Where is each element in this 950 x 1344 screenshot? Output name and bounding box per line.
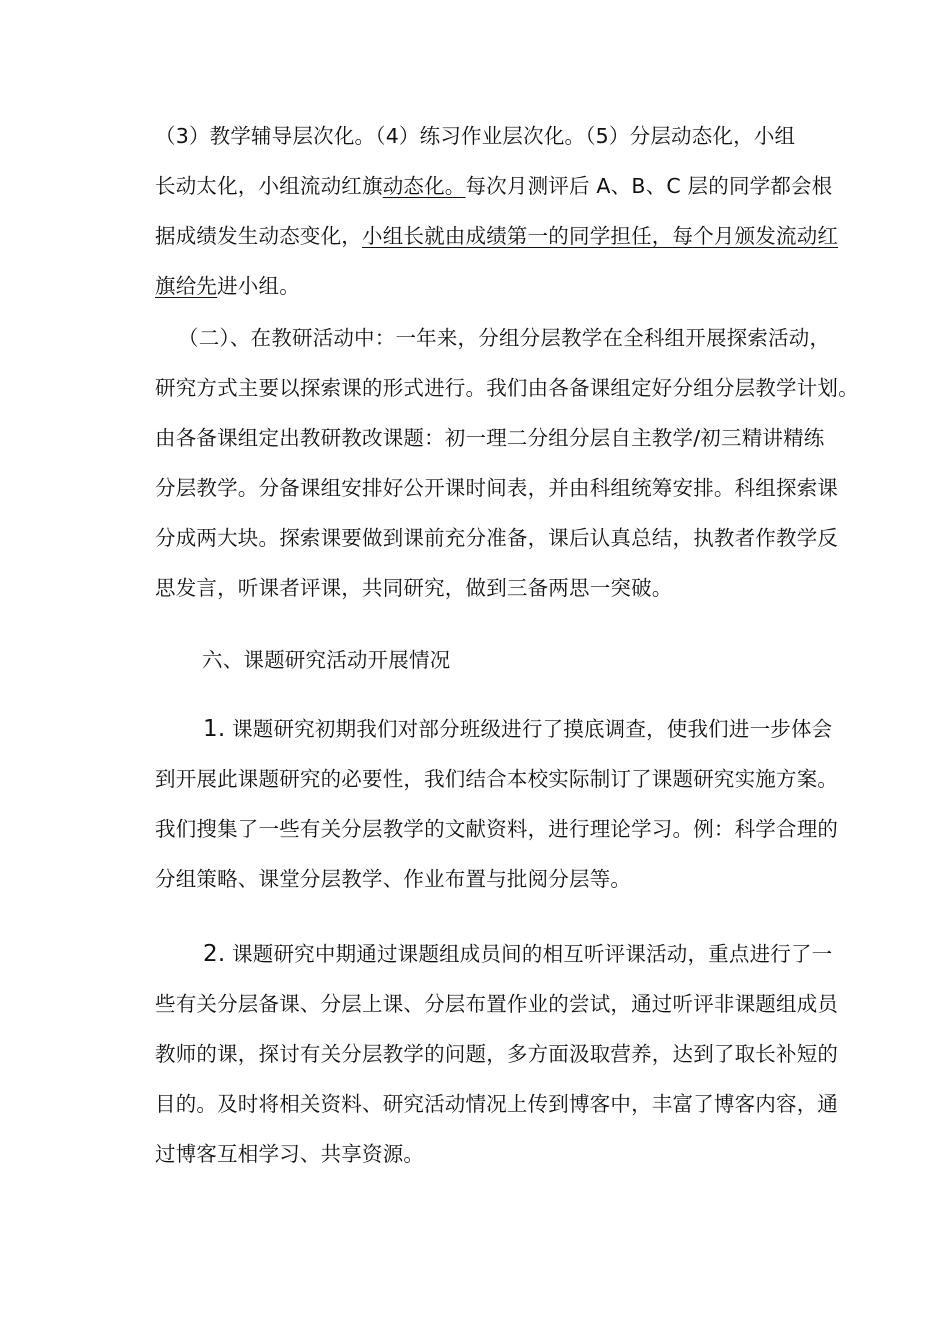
para1-line2-underlined: 动态化。	[382, 174, 466, 198]
para1-line2-rest: 每次月测评后 A、B、C 层的同学都会根	[465, 174, 833, 198]
para1-line3	[155, 218, 838, 254]
para4-line5: 过博客互相学习、共享资源。	[155, 1142, 425, 1166]
para1-line4-rest: 进小组。	[217, 274, 300, 298]
para4-line2: 些有关分层备课、分层上课、分层布置作业的尝试，通过听评非课题组成员	[155, 992, 839, 1016]
para4-line3: 教师的课，探讨有关分层教学的问题，多方面汲取营养，达到了取长补短的	[155, 1042, 839, 1066]
para2-line2: 研究方式主要以探索课的形式进行。我们由各备课组定好分组分层教学计划。	[155, 376, 859, 400]
para1-line4	[155, 268, 300, 304]
para2-line3: 由各备课组定出教研教改课题：初一理二分组分层自主教学/初三精讲精练	[155, 426, 825, 450]
para3-number: 1.	[203, 716, 226, 742]
para4-line4: 目的。及时将相关资料、研究活动情况上传到博客中，丰富了博客内容，通	[155, 1092, 839, 1116]
section-heading: 六、课题研究活动开展情况	[202, 648, 451, 672]
para3-line1-text: 课题研究初期我们对部分班级进行了摸底调查，使我们进一步体会	[232, 717, 833, 741]
para4-line1-text: 课题研究中期通过课题组成员间的相互听评课活动，重点进行了一	[232, 942, 833, 966]
para1-line3-text: 据成绩发生动态变化，	[155, 224, 362, 248]
para1-line2	[155, 168, 832, 204]
para2-line4: 分层教学。分备课组安排好公开课时间表，并由科组统筹安排。科组探索课	[155, 476, 839, 500]
para3-line1	[203, 711, 832, 747]
para3-line4: 分组策略、课堂分层教学、作业布置与批阅分层等。	[155, 867, 632, 891]
para4-line1	[203, 936, 832, 972]
para1-line3-underlined: 小组长就由成绩第一的同学担任，每个月颁发流动红	[362, 224, 839, 248]
para3-line3: 我们搜集了一些有关分层教学的文献资料，进行理论学习。例：科学合理的	[155, 817, 839, 841]
para3-line2: 到开展此课题研究的必要性，我们结合本校实际制订了课题研究实施方案。	[155, 767, 839, 791]
para2-line6: 思发言，听课者评课，共同研究，做到三备两思一突破。	[155, 576, 673, 600]
para4-number: 2.	[203, 941, 226, 967]
para1-line1: （3）教学辅导层次化。（4）练习作业层次化。（5）分层动态化，小组	[155, 124, 796, 148]
para2-line1: （二）、在教研活动中：一年来，分组分层教学在全科组开展探索活动，	[178, 326, 831, 350]
para2-line5: 分成两大块。探索课要做到课前充分准备，课后认真总结，执教者作教学反	[155, 526, 839, 550]
para1-line4-underlined: 旗给先	[155, 274, 218, 298]
para1-line2-text: 长动太化，小组流动红旗	[155, 174, 383, 198]
